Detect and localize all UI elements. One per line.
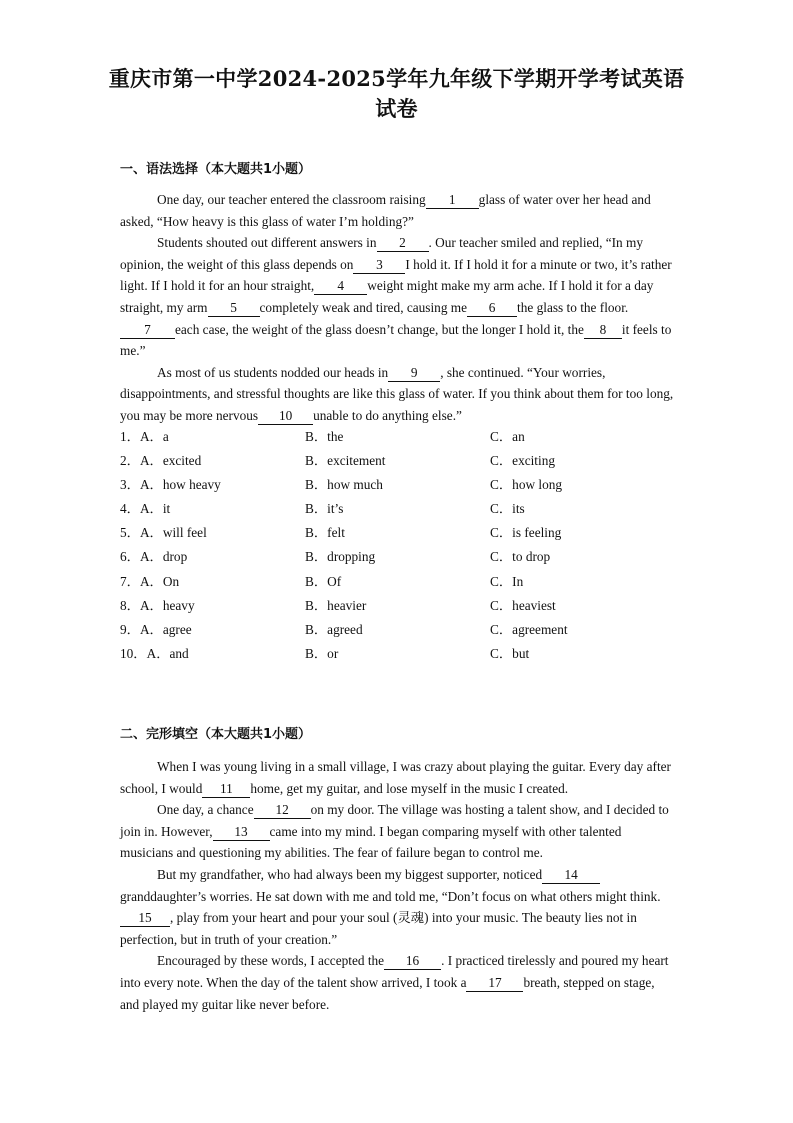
passage-paragraph: One day, a chance 12 on my door. The village was hosting a talent show, and I decided to join in. However, 13 came into my mind. I began comparing myself with other talented musicians and questioning my abilities. The fear of failure began to control me. bbox=[120, 802, 669, 861]
option-a: 4．A．it bbox=[120, 501, 171, 517]
option-a: 5．A．will feel bbox=[120, 525, 207, 541]
option-a: 9．A．agree bbox=[120, 621, 192, 637]
answer-blank: 16 bbox=[384, 953, 441, 970]
option-a: 7．A．On bbox=[120, 573, 180, 589]
option-row bbox=[120, 425, 680, 449]
answer-blank: 3 bbox=[353, 257, 405, 274]
exam-title: 重庆市第一中学2024-2025学年九年级下学期开学考试英语试卷 bbox=[108, 66, 685, 121]
option-b: B．felt bbox=[305, 525, 345, 541]
option-row bbox=[120, 642, 680, 666]
option-row bbox=[120, 618, 680, 642]
grammar-options bbox=[120, 425, 680, 666]
option-a: 2．A．excited bbox=[120, 453, 202, 469]
answer-blank: 12 bbox=[254, 802, 311, 819]
option-b: B．the bbox=[305, 429, 344, 444]
section2-heading: 二、完形填空（本大题共1小题） bbox=[120, 727, 312, 742]
answer-blank: 11 bbox=[202, 781, 250, 798]
passage-paragraph: Encouraged by these words, I accepted the 16 . I practiced tirelessly and poured my heart into every note. When the day of the talent show arrived, I took a 17 breath, stepped on stage, and played my guitar like never before. bbox=[120, 953, 669, 1012]
option-row bbox=[120, 497, 680, 521]
option-b: B．or bbox=[305, 645, 339, 661]
option-c: C．but bbox=[490, 645, 530, 661]
option-row bbox=[120, 521, 680, 545]
option-c: C．to drop bbox=[490, 549, 551, 565]
answer-blank: 7 bbox=[120, 322, 175, 339]
option-c: C．agreement bbox=[490, 621, 568, 637]
answer-blank: 15 bbox=[120, 910, 170, 927]
option-b: B．agreed bbox=[305, 621, 363, 637]
passage-paragraph: But my grandfather, who had always been my biggest supporter, noticed 14granddaughter’s worries. He sat down with me and told me, “Don’t focus on what others might think.15 , play from your heart and pour your soul (灵魂) into your music. The beauty lies not in perfection, but in truth of your creation.” bbox=[120, 866, 661, 947]
option-c: C．heaviest bbox=[490, 597, 556, 613]
passage-paragraph: Students shouted out different answers in 2 . Our teacher smiled and replied, “In my opinion, the weight of this glass depends on 3 I hold it. If I hold it for a minute or two, it’s rather light. If I hold it for an hour straight, 4 weight might make my arm ache. If I hold it for a day straight, my arm 5 completely weak and tired, causing me 6 the glass to the floor.7 each case, the weight of the glass doesn’t change, but the longer I hold it, the 8 it feels to me.” bbox=[120, 235, 672, 359]
answer-blank: 5 bbox=[208, 300, 260, 317]
option-a: 1．A．a bbox=[120, 429, 169, 444]
option-c: C．is feeling bbox=[490, 525, 562, 541]
option-c: C．an bbox=[490, 429, 525, 444]
answer-blank: 8 bbox=[584, 322, 622, 339]
answer-blank: 13 bbox=[213, 824, 270, 841]
option-c: C．its bbox=[490, 501, 525, 517]
answer-blank: 4 bbox=[314, 278, 367, 295]
cloze-passage bbox=[120, 756, 675, 1015]
passage-paragraph: When I was young living in a small village, I was crazy about playing the guitar. Every day after school, I would 11 home, get my guitar, and lose myself in the music I created. bbox=[120, 759, 671, 796]
passage-paragraph: As most of us students nodded our heads in 9 , she continued. “Your worries, disappointments, and stressful thoughts are like this glass of water. If you think about them for too long, you may be more nervous 10 unable to do anything else.” bbox=[120, 364, 674, 423]
option-a: 8．A．heavy bbox=[120, 597, 195, 613]
option-row bbox=[120, 594, 680, 618]
option-row bbox=[120, 570, 680, 594]
option-row bbox=[120, 449, 680, 473]
option-row bbox=[120, 545, 680, 569]
option-b: B．dropping bbox=[305, 549, 376, 565]
answer-blank: 6 bbox=[467, 300, 517, 317]
answer-blank: 17 bbox=[466, 975, 523, 992]
option-b: B．Of bbox=[305, 573, 342, 589]
option-a: 10．A．and bbox=[120, 645, 189, 661]
answer-blank: 10 bbox=[258, 408, 313, 425]
grammar-passage bbox=[120, 189, 675, 427]
option-b: B．excitement bbox=[305, 453, 386, 469]
answer-blank: 14 bbox=[542, 867, 600, 884]
answer-blank: 1 bbox=[426, 192, 479, 209]
answer-blank: 2 bbox=[377, 235, 429, 252]
option-a: 3．A．how heavy bbox=[120, 477, 221, 493]
option-b: B．how much bbox=[305, 477, 383, 493]
option-b: B．it’s bbox=[305, 501, 344, 517]
option-row bbox=[120, 473, 680, 497]
option-c: C．In bbox=[490, 573, 524, 589]
option-c: C．exciting bbox=[490, 453, 555, 469]
option-c: C．how long bbox=[490, 477, 563, 493]
passage-paragraph: One day, our teacher entered the classroom raising 1 glass of water over her head and asked, “How heavy is this glass of water I’m holding?” bbox=[120, 192, 651, 229]
option-a: 6．A．drop bbox=[120, 549, 188, 565]
option-b: B．heavier bbox=[305, 597, 367, 613]
section1-heading: 一、语法选择（本大题共1小题） bbox=[120, 162, 312, 177]
answer-blank: 9 bbox=[388, 365, 440, 382]
